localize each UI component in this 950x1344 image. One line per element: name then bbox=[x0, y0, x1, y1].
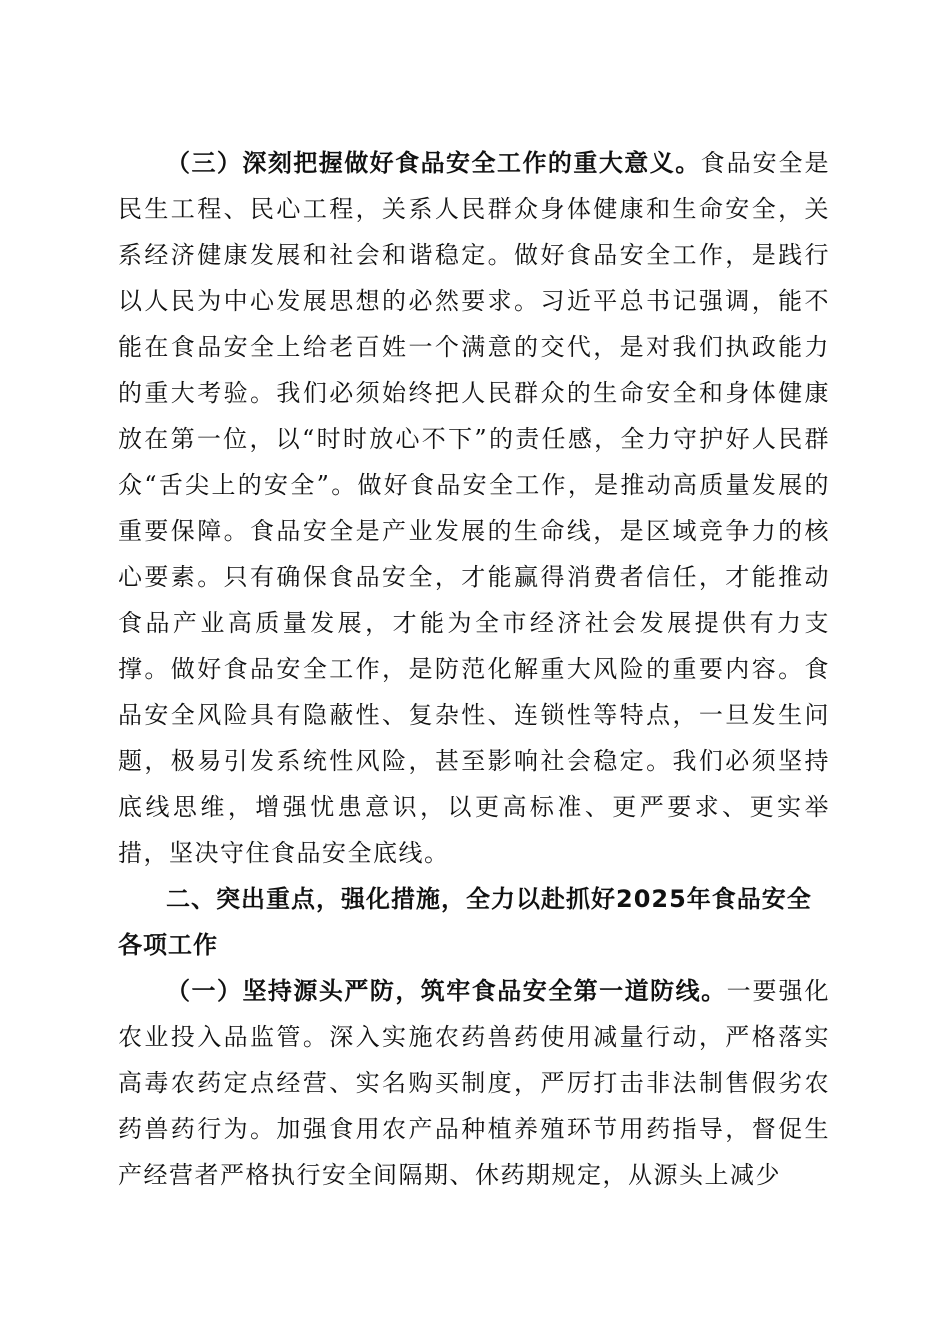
paragraph-section-three bbox=[118, 140, 830, 876]
document-page bbox=[118, 140, 830, 1198]
section-one-body: 一要强化农业投入品监管。深入实施农药兽药使用减量行动，严格落实高毒农药定点经营、实名购买制度，严厉打击非法制售假劣农药兽药行为。加强食用农产品种植养殖环节用药指导，督促生产经营者严格执行安全间隔期、休药期规定，从源头上减少 bbox=[118, 977, 831, 1189]
section-three-body: 食品安全是民生工程、民心工程，关系人民群众身体健康和生命安全，关系经济健康发展和社会和谐稳定。做好食品安全工作，是践行以人民为中心发展思想的必然要求。习近平总书记强调，能不能在食品安全上给老百姓一个满意的交代，是对我们执政能力的重大考验。我们必须始终把人民群众的生命安全和身体健康放在第一位，以“时时放心不下”的责任感，全力守护好人民群众“舌尖上的安全”。做好食品安全工作，是推动高质量发展的重要保障。食品安全是产业发展的生命线，是区域竞争力的核心要素。只有确保食品安全，才能赢得消费者信任，才能推动食品产业高质量发展，才能为全市经济社会发展提供有力支撑。做好食品安全工作，是防范化解重大风险的重要内容。食品安全风险具有隐蔽性、复杂性、连锁性等特点，一旦发生问题，极易引发系统性风险，甚至影响社会稳定。我们必须坚持底线思维，增强忧患意识，以更高标准、更严要求、更实举措，坚决守住食品安全底线。 bbox=[118, 149, 831, 867]
paragraph-section-one bbox=[118, 968, 830, 1198]
section-one-lead: （一）坚持源头严防，筑牢食品安全第一道防线。 bbox=[166, 977, 727, 1005]
section-three-lead: （三）深刻把握做好食品安全工作的重大意义。 bbox=[166, 149, 701, 177]
heading-part-two: 二、突出重点，强化措施，全力以赴抓好2025年食品安全各项工作 bbox=[118, 885, 812, 959]
